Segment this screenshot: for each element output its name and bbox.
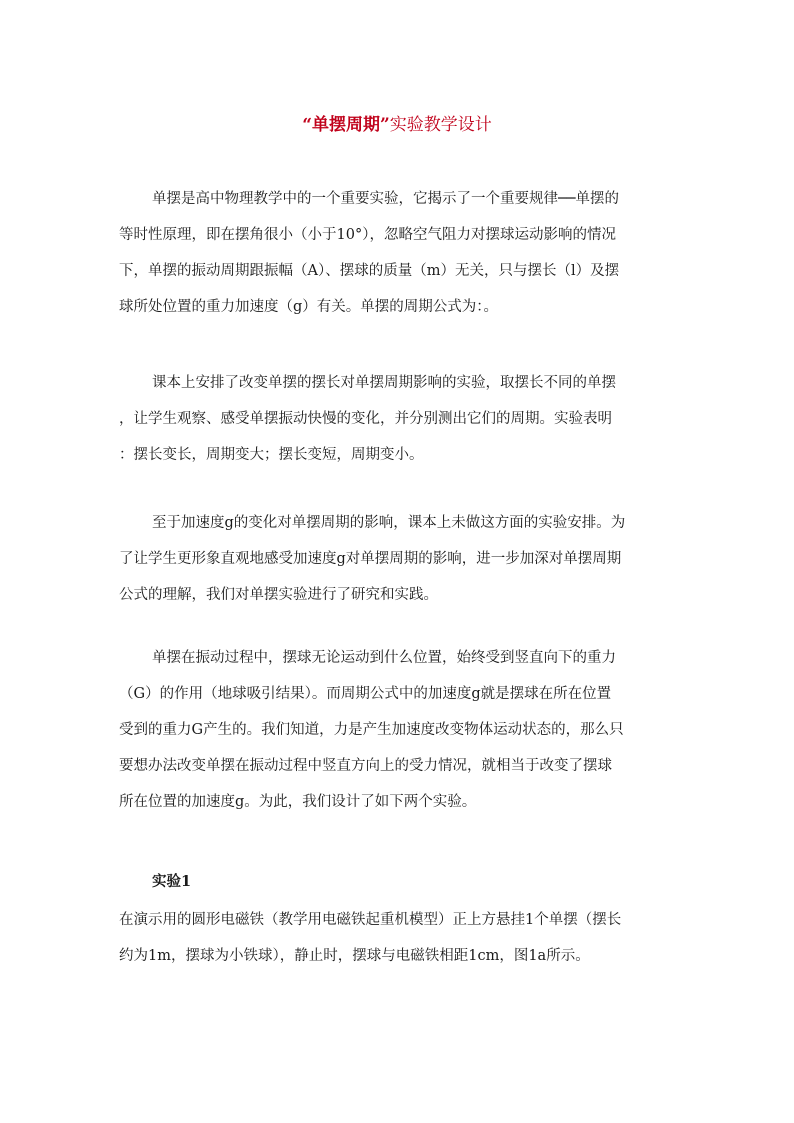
paragraph-line: 要想办法改变单摆在振动过程中竖直方向上的受力情况，就相当于改变了摆球: [119, 758, 612, 774]
paragraph-line: 约为1m，摆球为小铁球），静止时，摆球与电磁铁相距1cm，图1a所示。: [119, 948, 590, 964]
experiment-heading: 实验1: [152, 873, 192, 890]
paragraph-1: [119, 181, 675, 325]
paragraph-line: 单摆在振动过程中，摆球无论运动到什么位置，始终受到竖直向下的重力: [152, 650, 616, 666]
paragraph-line: 球所处位置的重力加速度（g）有关。单摆的周期公式为：。: [119, 299, 499, 315]
paragraph-line: 下，单摆的振动周期跟振幅（A）、摆球的质量（m）无关，只与摆长（l）及摆: [119, 263, 620, 279]
paragraph-3: [119, 505, 675, 613]
paragraph-line: 等时性原理，即在摆角很小（小于10°），忽略空气阻力对摆球运动影响的情况: [119, 227, 616, 243]
paragraph-line: 单摆是高中物理教学中的一个重要实验，它揭示了一个重要规律──单摆的: [152, 191, 619, 207]
document-title: [0, 112, 794, 138]
title-rest: 实验教学设计: [389, 115, 492, 135]
paragraph-4: [119, 640, 675, 820]
paragraph-line: 受到的重力G产生的。我们知道，力是产生加速度改变物体运动状态的，那么只: [119, 722, 624, 738]
paragraph-line: 课本上安排了改变单摆的摆长对单摆周期影响的实验，取摆长不同的单摆: [152, 375, 616, 391]
experiment-heading-block: [119, 864, 675, 900]
paragraph-line: ：摆长变长，周期变大；摆长变短，周期变小。: [119, 447, 424, 463]
paragraph-line: 公式的理解，我们对单摆实验进行了研究和实践。: [119, 587, 438, 603]
paragraph-line: 至于加速度g的变化对单摆周期的影响，课本上未做这方面的实验安排。为: [152, 515, 626, 531]
paragraph-2: [119, 365, 675, 473]
paragraph-line: 了让学生更形象直观地感受加速度g对单摆周期的影响，进一步加深对单摆周期: [119, 551, 622, 567]
paragraph-line: 所在位置的加速度g。为此，我们设计了如下两个实验。: [119, 794, 477, 810]
paragraph-line: ，让学生观察、感受单摆振动快慢的变化，并分别测出它们的周期。实验表明: [119, 411, 612, 427]
experiment-paragraph: [119, 902, 675, 974]
paragraph-line: 在演示用的圆形电磁铁（教学用电磁铁起重机模型）正上方悬挂1个单摆（摆长: [119, 912, 622, 928]
paragraph-line: （G）的作用（地球吸引结果）。而周期公式中的加速度g就是摆球在所在位置: [119, 686, 612, 702]
title-quoted-part: “单摆周期”: [302, 115, 390, 135]
